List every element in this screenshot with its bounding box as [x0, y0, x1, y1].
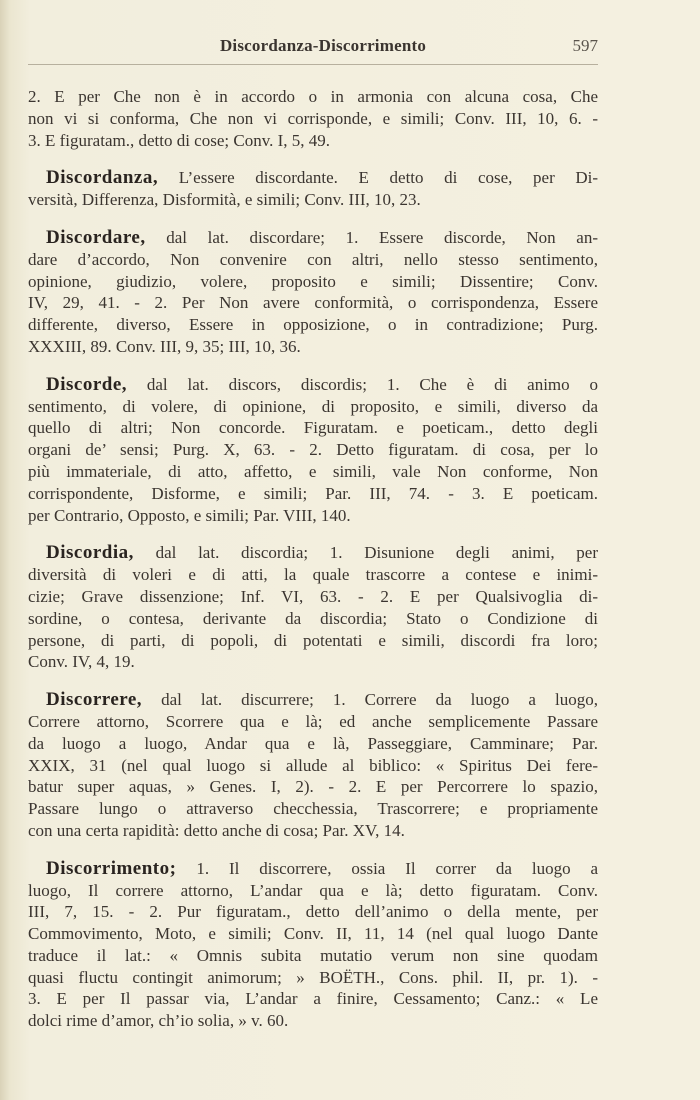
entry-line: [28, 439, 598, 461]
entry-line: [28, 189, 598, 211]
entry-headword: Discorrere,: [46, 689, 143, 711]
entry-line: [28, 798, 598, 820]
entry-text: più immateriale, di atto, affetto, e simili, vale Non conforme, Non: [28, 461, 598, 481]
entry-line: [28, 564, 598, 586]
entry-line: [28, 608, 598, 630]
entry-text: XXXIII, 89. Conv. III, 9, 35; III, 10, 36.: [28, 336, 301, 356]
entry-line: [28, 292, 598, 314]
running-title: Discordanza-Discorrimento: [219, 36, 427, 55]
dictionary-entry: [28, 374, 598, 527]
entry-headword: Discorrimento;: [46, 857, 177, 879]
entry-line: [28, 108, 598, 130]
entry-line: [28, 689, 598, 711]
dictionary-entry: [28, 542, 598, 673]
entry-line: [28, 314, 598, 336]
dictionary-entry: [28, 689, 598, 842]
entry-text: sentimento, di volere, di opinione, di proposito, e simili, diverso da: [28, 396, 598, 416]
entry-line: [28, 651, 598, 673]
entry-text: traduce il lat.: « Omnis subita mutatio verum non sine quodam: [28, 945, 598, 965]
entry-text: IV, 29, 41. - 2. Per Non avere conformità, o corrispondenza, Essere: [28, 293, 598, 313]
entry-line: [28, 858, 598, 880]
entry-line: [28, 586, 598, 608]
dictionary-entry: [28, 167, 598, 211]
entry-text: dal lat. discordare; 1. Essere discorde, Non an-: [166, 227, 598, 247]
entry-line: [28, 1010, 598, 1032]
entry-text: per Contrario, Opposto, e simili; Par. VIII, 140.: [28, 505, 351, 525]
entry-text: non vi si conforma, Che non vi corrisponde, e simili; Conv. III, 10, 6. -: [28, 108, 598, 128]
dictionary-entry: [28, 858, 598, 1032]
entry-text: 2. E per Che non è in accordo o in armonia con alcuna cosa, Che: [28, 87, 598, 106]
entry-text: Commovimento, Moto, e simili; Conv. II, 11, 14 (nel qual luogo Dante: [28, 924, 598, 944]
entry-text: Conv. IV, 4, 19.: [28, 652, 135, 672]
dictionary-entries: [28, 86, 598, 1048]
entry-text: Correre attorno, Scorrere qua e là; ed anche semplicemente Passare: [28, 711, 598, 731]
entry-text: XXIX, 31 (nel qual luogo si allude al biblico: « Spiritus Dei fere-: [28, 755, 598, 775]
entry-text: organi de’ sensi; Purg. X, 63. - 2. Detto figuratam. di cosa, per lo: [28, 440, 598, 460]
entry-line: [28, 271, 598, 293]
entry-text: quasi fluctu contingit animorum; » BOËTH., Cons. phil. II, pr. 1). -: [28, 967, 598, 987]
entry-line: [28, 374, 598, 396]
entry-text: dal lat. discurrere; 1. Correre da luogo a luogo,: [161, 690, 598, 710]
entry-line: [28, 396, 598, 418]
entry-line: [28, 820, 598, 842]
entry-line: [28, 733, 598, 755]
entry-line: [28, 776, 598, 798]
entry-text: sordine, o contesa, derivante da discordia; Stato o Condizione di: [28, 608, 598, 628]
entry-text: differente, diverso, Essere in opposizione, o in contradizione; Purg.: [28, 315, 598, 335]
entry-text: dal lat. discors, discordis; 1. Che è di animo o: [146, 374, 598, 394]
entry-line: [28, 167, 598, 189]
entry-line: [28, 880, 598, 902]
entry-line: [28, 630, 598, 652]
entry-line: [28, 505, 598, 527]
dictionary-entry: [28, 227, 598, 358]
entry-line: [28, 542, 598, 564]
entry-line: [28, 988, 598, 1010]
entry-text: dare d’accordo, Non convenire con altri, nello stesso sentimento,: [28, 249, 598, 269]
entry-text: versità, Differenza, Disformità, e simili; Conv. III, 10, 23.: [28, 190, 421, 210]
entry-text: corrispondente, Disforme, e simili; Par. III, 74. - 3. E poeticam.: [28, 483, 598, 503]
entry-text: batur super aquas, » Genes. I, 2). - 2. E per Percorrere lo spazio,: [28, 777, 598, 797]
entry-headword: Discordare,: [46, 226, 146, 248]
entry-line: [28, 923, 598, 945]
entry-line: [28, 483, 598, 505]
page-number: 597: [572, 36, 598, 55]
entry-text: 1. Il discorrere, ossia Il correr da luogo a: [196, 858, 599, 878]
entry-text: cizie; Grave dissenzione; Inf. VI, 63. - 2. E per Qualsivoglia di-: [28, 586, 598, 606]
entry-text: dolci rime d’amor, ch’io solia, » v. 60.: [28, 1011, 289, 1031]
entry-headword: Discordanza,: [46, 167, 159, 189]
entry-text: quello di altri; Non concorde. Figuratam. e poeticam., detto degli: [28, 418, 598, 438]
entry-line: [28, 130, 598, 152]
page-header: [28, 36, 598, 58]
entry-text: L’essere discordante. E detto di cose, per Di-: [178, 168, 598, 188]
entry-headword: Discordia,: [46, 542, 134, 564]
entry-text: 3. E figuratam., detto di cose; Conv. I, 5, 49.: [28, 130, 331, 150]
header-rule: [28, 64, 598, 65]
entry-headword: Discorde,: [46, 373, 128, 395]
entry-line: [28, 711, 598, 733]
entry-line: [28, 227, 598, 249]
entry-line: [28, 336, 598, 358]
entry-text: Passare lungo o attraverso checchessia, Trascorrere; e propriamente: [28, 799, 598, 819]
entry-text: dal lat. discordia; 1. Disunione degli animi, per: [155, 543, 598, 563]
entry-text: 3. E per Il passar via, L’andar a finire, Cessamento; Canz.: « Le: [28, 989, 598, 1009]
entry-line: [28, 967, 598, 989]
entry-line: [28, 901, 598, 923]
entry-line: [28, 417, 598, 439]
dictionary-entry: [28, 86, 598, 151]
entry-line: [28, 86, 598, 108]
entry-line: [28, 945, 598, 967]
entry-text: luogo, Il correre attorno, L’andar qua e là; detto figuratam. Conv.: [28, 880, 598, 900]
entry-text: da luogo a luogo, Andar qua e là, Passeggiare, Camminare; Par.: [28, 733, 598, 753]
entry-line: [28, 249, 598, 271]
entry-text: III, 7, 15. - 2. Pur figuratam., detto dell’animo o della mente, per: [28, 902, 598, 922]
entry-text: diversità di voleri e di atti, la quale trascorre a contese e inimi-: [28, 565, 598, 585]
entry-text: opinione, giudizio, volere, proposito e simili; Dissentire; Conv.: [28, 271, 598, 291]
entry-text: persone, di parti, di popoli, di potentati e simili, discordi fra loro;: [28, 630, 598, 650]
entry-line: [28, 461, 598, 483]
entry-text: con una certa rapidità: detto anche di cosa; Par. XV, 14.: [28, 820, 405, 840]
entry-line: [28, 755, 598, 777]
